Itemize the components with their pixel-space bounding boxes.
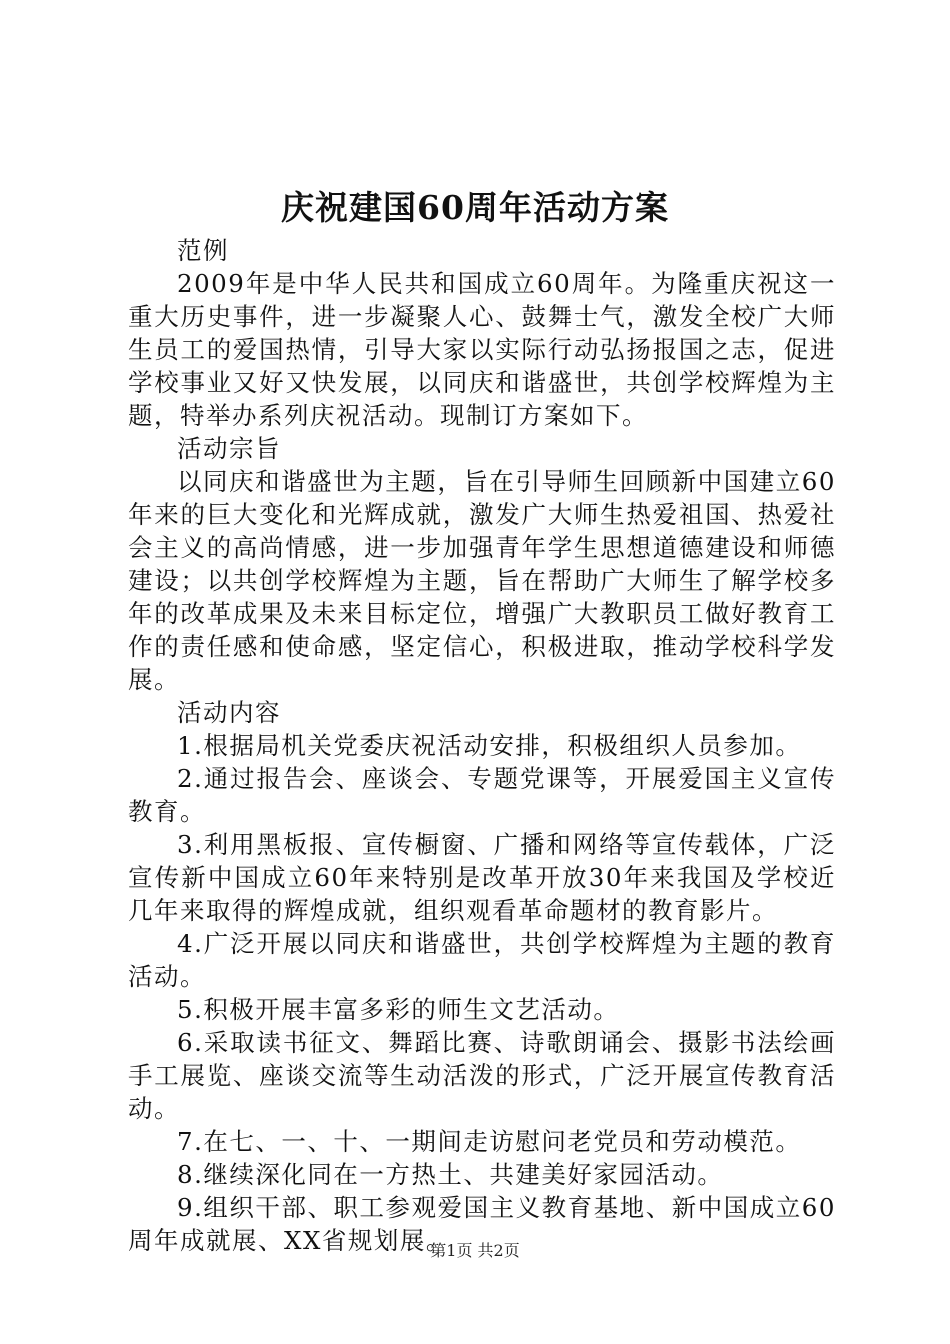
list-item-6: 6.采取读书征文、舞蹈比赛、诗歌朗诵会、摄影书法绘画手工展览、座谈交流等生动活泼的形式，广泛开展宣传教育活动。	[128, 1028, 836, 1123]
paragraph-intro: 2009年是中华人民共和国成立60周年。为隆重庆祝这一重大历史事件，进一步凝聚人心、鼓舞士气，激发全校广大师生员工的爱国热情，引导大家以实际行动弘扬报国之志，促进学校事业又好又快发展，以同庆和谐盛世，共创学校辉煌为主题，特举办系列庆祝活动。现制订方案如下。	[128, 269, 836, 430]
list-item-9: 9.组织干部、职工参观爱国主义教育基地、新中国成立60周年成就展、XX省规划展。	[128, 1193, 836, 1255]
list-item-4: 4.广泛开展以同庆和谐盛世，共创学校辉煌为主题的教育活动。	[128, 929, 836, 991]
list-item-3: 3.利用黑板报、宣传橱窗、广播和网络等宣传载体，广泛宣传新中国成立60年来特别是改革开放30年来我国及学校近几年来取得的辉煌成就，组织观看革命题材的教育影片。	[128, 830, 836, 925]
list-item-8: 8.继续深化同在一方热土、共建美好家园活动。	[177, 1160, 724, 1189]
list-item-5: 5.积极开展丰富多彩的师生文艺活动。	[177, 995, 620, 1024]
document-body	[128, 234, 836, 1257]
section-heading-content: 活动内容	[177, 698, 281, 727]
paragraph-purpose: 以同庆和谐盛世为主题，旨在引导师生回顾新中国建立60年来的巨大变化和光辉成就，激发广大师生热爱祖国、热爱社会主义的高尚情感，进一步加强青年学生思想道德建设和师德建设；以共创学校辉煌为主题，旨在帮助广大师生了解学校多年的改革成果及未来目标定位，增强广大教职员工做好教育工作的责任感和使命感，坚定信心，积极进取，推动学校科学发展。	[128, 467, 836, 694]
document-title: 庆祝建国60周年活动方案	[281, 188, 669, 227]
paragraph-example-label: 范例	[177, 236, 229, 265]
list-item-7: 7.在七、一、十、一期间走访慰问老党员和劳动模范。	[177, 1127, 802, 1156]
list-item-2: 2.通过报告会、座谈会、专题党课等，开展爱国主义宣传教育。	[128, 764, 836, 826]
section-heading-purpose: 活动宗旨	[177, 434, 281, 463]
page-footer: 第1页 共2页	[430, 1241, 520, 1260]
list-item-1: 1.根据局机关党委庆祝活动安排，积极组织人员参加。	[177, 731, 802, 760]
